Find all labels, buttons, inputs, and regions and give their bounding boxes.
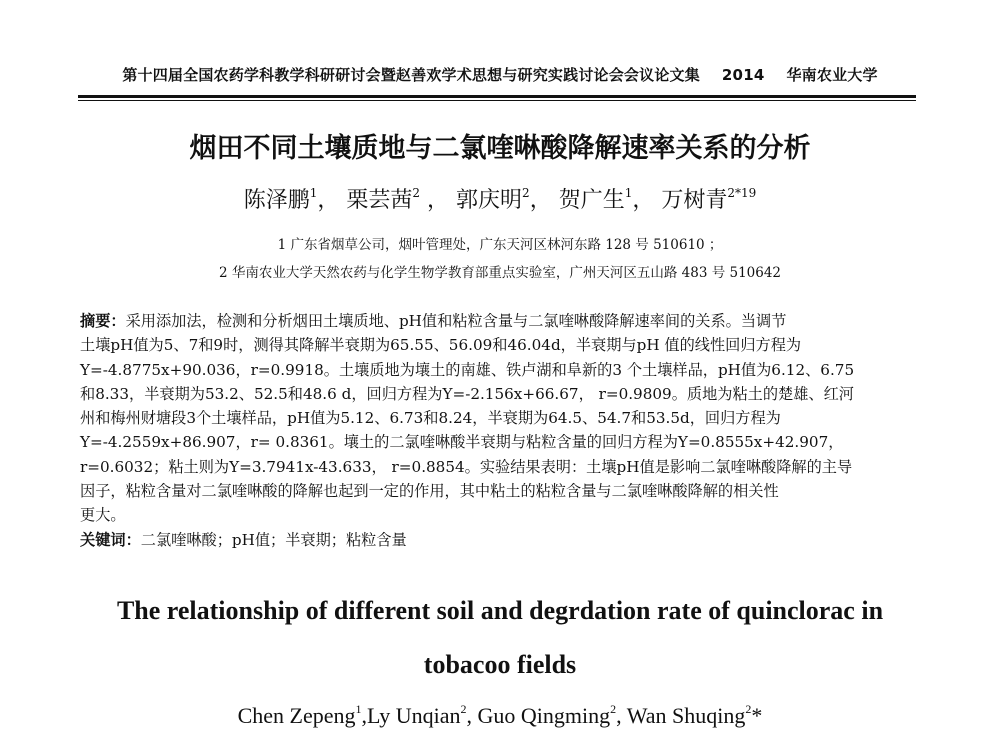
header-rule-thin: [78, 100, 916, 101]
author-name: 栗芸茜: [346, 188, 413, 213]
author-name: Chen Zepeng: [237, 703, 356, 728]
author-name: Guo Qingming: [477, 703, 611, 728]
author-affil-mark: 2: [412, 186, 421, 200]
abstract-line: Y=-4.2559x+86.907，r= 0.8361。壤土的二氯喹啉酸半衰期与粘粒含量的回归方程为Y=0.8555x+42.907，: [80, 433, 844, 452]
author-name: 陈泽鹏: [243, 188, 310, 213]
author-separator: ，: [632, 188, 655, 213]
english-authors: [0, 702, 1000, 729]
author-name: 万树青: [661, 188, 728, 213]
author-separator: *: [751, 703, 763, 728]
abstract-line: 州和梅州财塘段3个土壤样品，pH值为5.12、6.73和8.24，半衰期为64.5、54.7和53.5d，回归方程为: [80, 409, 781, 428]
author-separator: ,: [361, 703, 368, 728]
abstract-line: 因子，粘粒含量对二氯喹啉酸的降解也起到一定的作用，其中粘土的粘粒含量与二氯喹啉酸降解的相关性: [80, 482, 779, 501]
header-year: 2014: [721, 66, 765, 84]
author-name: Wan Shuqing: [626, 703, 746, 728]
chinese-title: 烟田不同土壤质地与二氯喹啉酸降解速率关系的分析: [189, 133, 811, 164]
keywords-text: 二氯喹啉酸；pH值；半衰期；粘粒含量: [140, 530, 407, 549]
abstract-line: 更大。: [80, 506, 126, 525]
author-separator: ,: [466, 703, 478, 728]
abstract: [80, 309, 914, 552]
running-header: [0, 64, 1000, 85]
author-affil-mark: 2: [610, 702, 617, 716]
header-rule-thick: [78, 95, 916, 98]
abstract-line: Y=-4.8775x+90.036，r=0.9918。土壤质地为壤土的南雄、铁卢湖和阜新的3 个土壤样品，pH值为6.12、6.75: [80, 360, 855, 379]
keywords-line: [80, 528, 914, 552]
author-affil-mark: 2: [460, 702, 467, 716]
author-affil-mark: 2: [522, 186, 530, 200]
author-separator: ，: [529, 188, 552, 213]
author-affil-mark: 1: [624, 186, 633, 200]
author-name: Ly Unqian: [367, 703, 461, 728]
abstract-line: [80, 309, 914, 333]
chinese-authors: [0, 183, 1000, 214]
abstract-text: 采用添加法，检测和分析烟田土壤质地、pH值和粘粒含量与二氯喹啉酸降解速率间的关系。当调节: [125, 312, 787, 330]
english-title-line-2: tobacoo fields: [423, 650, 577, 679]
author-affil-mark: 2: [745, 702, 752, 716]
abstract-line: r=0.6032；粘土则为Y=3.7941x-43.633， r=0.8854。实验结果表明：土壤pH值是影响二氯喹啉酸降解的主导: [80, 457, 853, 476]
header-institution: 华南农业大学: [786, 66, 878, 84]
keywords-label: 关键词：: [80, 530, 141, 549]
author-separator: ，: [420, 188, 450, 213]
author-separator: ，: [317, 188, 340, 213]
affiliation-1: 1 广东省烟草公司，烟叶管理处，广东天河区林河东路 128 号 510610 ；: [277, 237, 723, 253]
abstract-label: 摘要：: [80, 312, 126, 330]
author-affil-mark: 1: [309, 186, 318, 200]
author-name: 郭庆明: [456, 188, 523, 213]
author-affil-mark: 2*19: [727, 186, 757, 200]
author-name: 贺广生: [558, 188, 625, 213]
abstract-line: 和8.33，半衰期为53.2、52.5和48.6 d，回归方程为Y=-2.156x+66.67， r=0.9809。质地为粘土的楚雄、红河: [80, 384, 854, 403]
conference-name: 第十四届全国农药学科教学科研研讨会暨赵善欢学术思想与研究实践讨论会会议论文集: [122, 66, 700, 84]
author-affil-mark: 1: [355, 702, 362, 716]
abstract-line: 土壤pH值为5、7和9时，测得其降解半衰期为65.55、56.09和46.04d，半衰期与pH 值的线性回归方程为: [80, 336, 802, 355]
author-separator: ,: [616, 703, 627, 728]
english-title-line-1: The relationship of different soil and degrdation rate of quinclorac in: [116, 596, 884, 625]
affiliation-2: 2 华南农业大学天然农药与化学生物学教育部重点实验室，广州天河区五山路 483 号 510642: [218, 265, 782, 281]
